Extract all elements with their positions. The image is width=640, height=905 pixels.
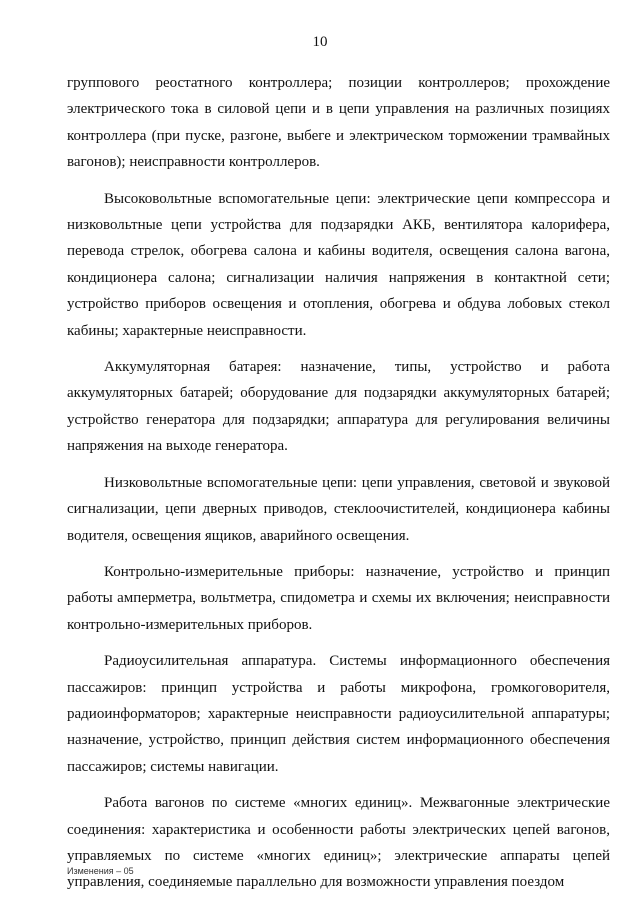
paragraph-4: Низковольтные вспомогательные цепи: цепи управления, световой и звуковой сигнализации, цепи дверных приводов, стеклоочистителей, кондиционера кабины водителя, освещения ящиков, аварийного освещения. (67, 474, 610, 544)
paragraph-5: Контрольно-измерительные приборы: назначение, устройство и принцип работы амперметра, вольтметра, спидометра и схемы их включения; неисправности контрольно-измерительных приборов. (67, 563, 610, 633)
revision-note: Изменения – 05 (67, 866, 134, 876)
page-number: 10 (312, 34, 328, 50)
paragraph-3: Аккумуляторная батарея: назначение, типы, устройство и работа аккумуляторных батарей; оборудование для подзарядки аккумуляторных батарей; устройство генератора для подзарядки; аппаратура для регулирования величины напряжения на выходе генератора. (67, 359, 610, 455)
document-body (67, 70, 610, 896)
paragraph-7: Работа вагонов по системе «многих единиц». Межвагонные электрические соединения: характеристика и особенности работы электрических цепей вагонов, управляемых по системе «многих единиц»; электрические аппараты цепей управления, соединяемые параллельно для возможности управления поездом (67, 795, 610, 891)
paragraph-2: Высоковольтные вспомогательные цепи: электрические цепи компрессора и низковольтные цепи устройства для подзарядки АКБ, вентилятора калорифера, перевода стрелок, обогрева салона и кабины водителя, освещения салона вагона, кондиционера салона; сигнализации наличия напряжения в контактной сети; устройство приборов освещения и отопления, обогрева и обдува лобовых стекол кабины; характерные неисправности. (67, 190, 610, 339)
paragraph-6: Радиоусилительная аппаратура. Системы информационного обеспечения пассажиров: принцип устройства и работы микрофона, громкоговорителя, радиоинформаторов; характерные неисправности радиоусилительной аппаратуры; назначение, устройство, принцип действия систем информационного обеспечения пассажиров; системы навигации. (67, 653, 610, 775)
paragraph-1: группового реостатного контроллера; позиции контроллеров; прохождение электрического тока в силовой цепи и в цепи управления на различных позициях контроллера (при пуске, разгоне, выбеге и электрическом торможении трамвайных вагонов); неисправности контроллеров. (67, 75, 610, 171)
